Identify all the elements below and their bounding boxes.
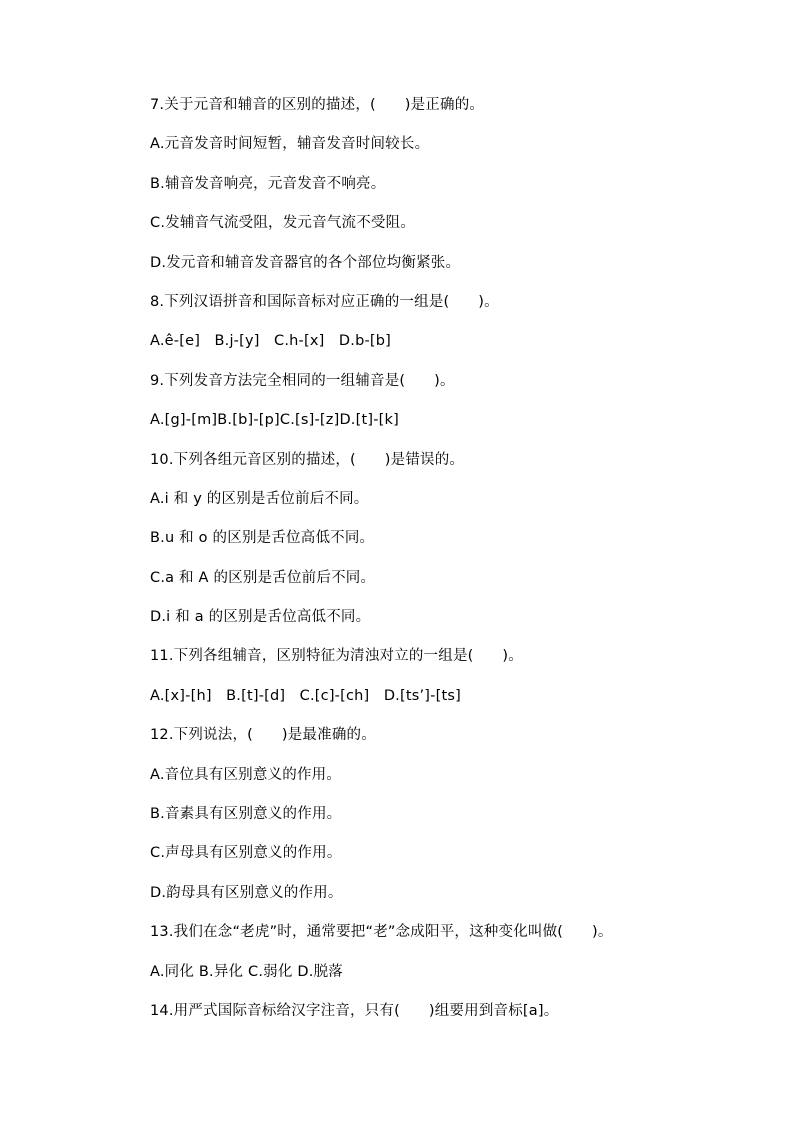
question-10-option-c: C.a 和 A 的区别是舌位前后不同。 xyxy=(150,569,376,586)
question-10-option-b: B.u 和 o 的区别是舌位高低不同。 xyxy=(150,530,375,547)
question-12-option-c: C.声母具有区别意义的作用。 xyxy=(150,845,342,862)
question-13-stem: 13.我们在念“老虎”时，通常要把“老”念成阳平，这种变化叫做( )。 xyxy=(150,924,613,941)
question-7-stem: 7.关于元音和辅音的区别的描述，( )是正确的。 xyxy=(150,97,485,113)
question-7-option-b: B.辅音发音响亮，元音发音不响亮。 xyxy=(150,175,386,192)
question-9-options: A.[g]-[m]B.[b]-[p]C.[s]-[z]D.[t]-[k] xyxy=(150,412,399,429)
question-11-stem: 11.下列各组辅音，区别特征为清浊对立的一组是( )。 xyxy=(150,648,523,665)
question-13-options: A.同化 B.异化 C.弱化 D.脱落 xyxy=(150,963,343,980)
question-8-options: A.ê-[e] B.j-[y] C.h-[x] D.b-[b] xyxy=(150,333,392,350)
question-8-stem: 8.下列汉语拼音和国际音标对应正确的一组是( )。 xyxy=(150,293,499,310)
question-7-option-d: D.发元音和辅音发音器官的各个部位均衡紧张。 xyxy=(150,254,461,271)
question-7-option-a: A.元音发音时间短暂，辅音发音时间较长。 xyxy=(150,136,430,153)
question-9-stem: 9.下列发音方法完全相同的一组辅音是( )。 xyxy=(150,372,455,389)
question-7-option-c: C.发辅音气流受阻，发元音气流不受阻。 xyxy=(150,215,416,232)
question-10-option-d: D.i 和 a 的区别是舌位高低不同。 xyxy=(150,609,371,626)
question-list xyxy=(150,94,750,1039)
question-14-stem: 14.用严式国际音标给汉字注音，只有( )组要用到音标[a]。 xyxy=(150,1002,559,1019)
question-12-stem: 12.下列说法，( )是最准确的。 xyxy=(150,727,376,744)
question-11-options: A.[x]-[h] B.[t]-[d] C.[c]-[ch] D.[ts’]-[ts] xyxy=(150,687,461,704)
question-10-stem: 10.下列各组元音区别的描述，( )是错误的。 xyxy=(150,451,465,468)
question-12-option-a: A.音位具有区别意义的作用。 xyxy=(150,766,342,783)
question-12-option-b: B.音素具有区别意义的作用。 xyxy=(150,806,342,823)
question-12-option-d: D.韵母具有区别意义的作用。 xyxy=(150,884,343,901)
question-10-option-a: A.i 和 y 的区别是舌位前后不同。 xyxy=(150,490,369,507)
